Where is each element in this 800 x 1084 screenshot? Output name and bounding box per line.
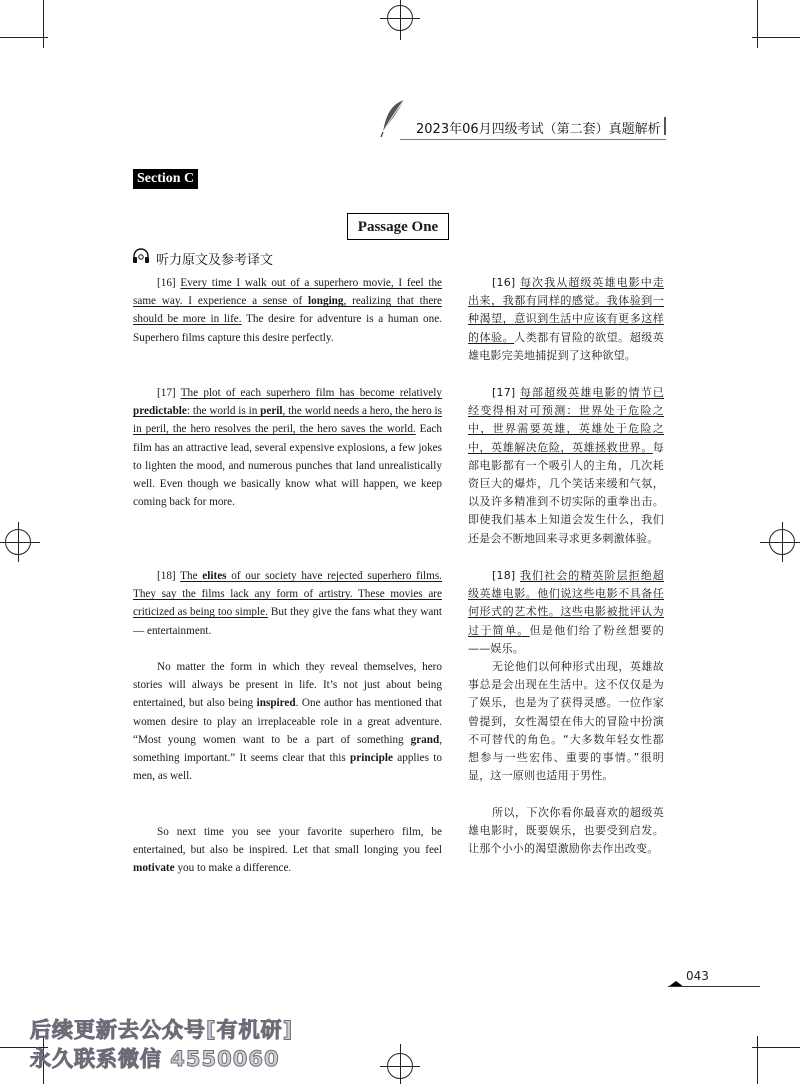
- english-paragraph-18: [18] The elites of our society have rejected superhero films. They say the films lack any form of artistry. These movies are criticized as being too simple. But they give the fans what they want — entertainment.: [133, 570, 442, 637]
- listening-heading: [132, 248, 273, 268]
- english-paragraph-17: [17] The plot of each superhero film has become relatively predictable: the world is in peril, the world needs a hero, the hero is in peril, the hero resolves the peril, the hero saves the world. Each film has an attractive lead, several expensive explosions, a few jokes to lighten the mood, and numerous punches that land unrealistically well. Even though we basically know what will happen, we keep coming back for more.: [133, 387, 443, 509]
- page-rule: [668, 986, 760, 987]
- page-number: 043: [686, 969, 709, 983]
- chinese-paragraph-19: 无论他们以何种形式出现，英雄故事总是会出现在生活中。这不仅仅是为了娱乐，也是为了获得灵感。一位作家曾提到，女性渴望在伟大的冒险中扮演不可替代的角色。“大多数年轻女性都想参与一些宏伟、重要的事情。”很明显，这一原则也适用于男性。: [468, 660, 664, 783]
- chinese-paragraph-18: [18] 我们社会的精英阶层拒绝超级英雄电影。他们说这些电影不具备任何形式的艺术性。这些电影被批评认为过于简单。但是他们给了粉丝想要的——娱乐。: [468, 569, 665, 655]
- section-label: Section C: [133, 169, 198, 189]
- header-title: 2023年06月四级考试（第二套）真题解析: [416, 122, 661, 137]
- english-paragraph-16: [16] Every time I walk out of a superhero movie, I feel the same way. I experience a sense of longing, realizing that there should be more in life. The desire for adventure is a human one. Superhero films capture this desire perfectly.: [133, 277, 443, 344]
- english-paragraph-20: So next time you see your favorite superhero film, be entertained, but also be inspired. Let that small longing you feel motivate you to make a difference.: [133, 826, 442, 875]
- feather-quill-icon: [378, 98, 408, 138]
- headphones-icon: [132, 248, 150, 268]
- watermark-line-2: 永久联系微信 4550060: [30, 1047, 280, 1071]
- chinese-paragraph-17: [17] 每部超级英雄电影的情节已经变得相对可预测：世界处于危险之中，世界需要英雄，英雄处于危险之中，英雄解决危险，英雄拯救世界。每部电影都有一个吸引人的主角，几次耗资巨大的爆炸，几个笑话来缓和气氛，以及许多精准到不切实际的重拳出击。即使我们基本上知道会发生什么，我们还是会不断地回来寻求更多刺激体验。: [468, 386, 664, 545]
- listening-heading-text: 听力原文及参考译文: [156, 252, 274, 268]
- header-divider: [664, 117, 666, 135]
- chinese-paragraph-20: 所以，下次你看你最喜欢的超级英雄电影时，既要娱乐，也要受到启发。让那个小小的渴望激励你去作出改变。: [468, 806, 664, 856]
- header-rule: [400, 139, 666, 140]
- chinese-paragraph-16: [16] 每次我从超级英雄电影中走出来，我都有同样的感觉。我体验到一种渴望，意识到生活中应该有更多这样的体验。人类都有冒险的欲望。超级英雄电影完美地捕捉到了这种欲望。: [468, 276, 664, 362]
- passage-title: Passage One: [347, 213, 449, 240]
- english-paragraph-19: No matter the form in which they reveal themselves, hero stories will always be present in life. It’s not just about being entertained, but also being inspired. One author has mentioned that women desire to play an irreplaceable role in a great adventure. “Most young women want to be a part of something grand, something important.” It seems clear that this principle applies to men, as well.: [133, 661, 442, 783]
- watermark-line-1: 后续更新去公众号[有机研]: [30, 1018, 294, 1042]
